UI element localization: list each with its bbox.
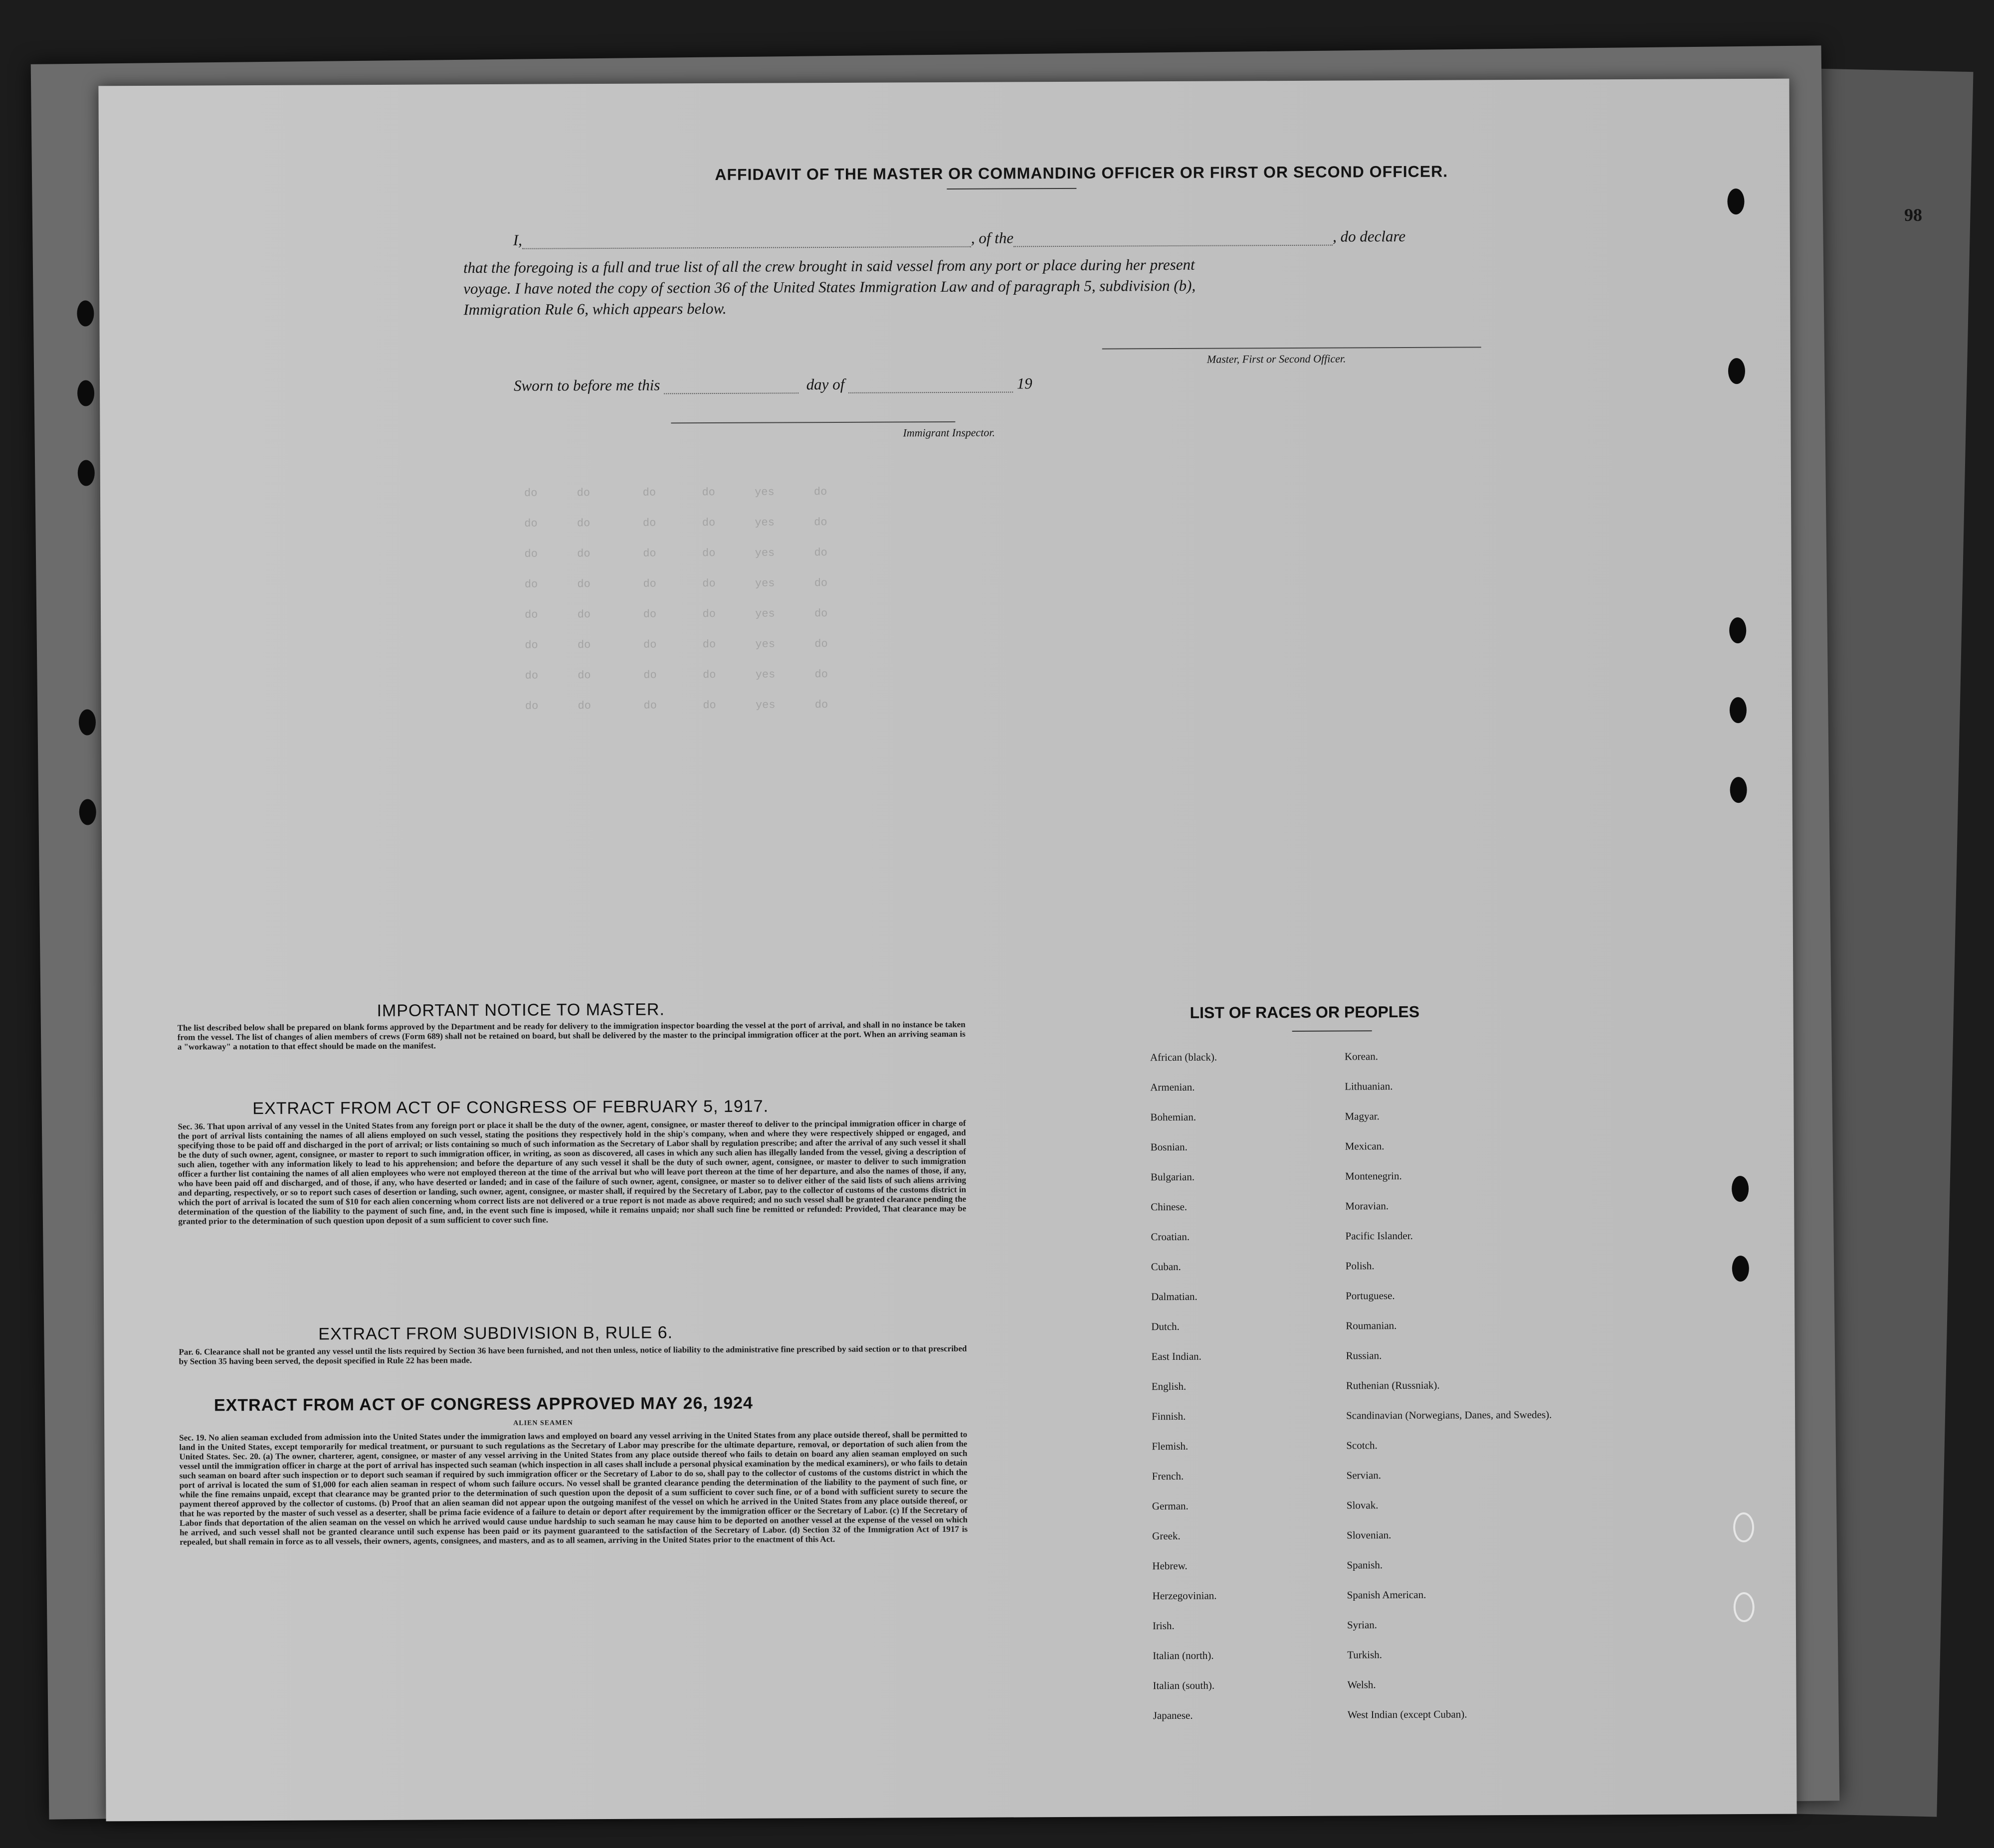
- race-item: Turkish.: [1347, 1649, 1383, 1661]
- race-item: Hebrew.: [1152, 1559, 1188, 1572]
- race-item: Moravian.: [1345, 1200, 1389, 1212]
- binder-hole: [1729, 617, 1746, 643]
- race-item: Spanish American.: [1347, 1588, 1426, 1601]
- race-item: Russian.: [1346, 1349, 1382, 1362]
- race-item: Croatian.: [1151, 1230, 1190, 1243]
- race-item: Japanese.: [1153, 1709, 1193, 1722]
- race-item: Lithuanian.: [1345, 1080, 1393, 1093]
- notice-title: IMPORTANT NOTICE TO MASTER.: [377, 1000, 665, 1020]
- title-underline: [947, 188, 1076, 189]
- race-item: Italian (south).: [1153, 1679, 1215, 1692]
- race-item: Dutch.: [1151, 1320, 1180, 1333]
- races-left-column: [1150, 1050, 1363, 1739]
- notice-text: The list described below shall be prepared on blank forms approved by the Department and be ready for delivery to the immigration inspector boarding the vessel at the port of arrival, and shall in no instance be taken from the vessel. The list of changes of alien members of crews (Form 689) shall not be retained on board, but shall be delivered by the master to the principal immigration officer at the port. When an arriving seaman is a "workaway" a notation to that effect should be made on the manifest.: [177, 1019, 966, 1052]
- race-item: Italian (north).: [1153, 1649, 1214, 1662]
- binder-hole: [77, 380, 94, 406]
- inspector-signature-line: [671, 421, 955, 423]
- race-item: Portuguese.: [1345, 1290, 1395, 1302]
- extract-1924-subtitle: ALIEN SEAMEN: [513, 1419, 573, 1427]
- binder-hole: [1730, 697, 1747, 723]
- race-item: Armenian.: [1150, 1081, 1195, 1094]
- race-item: Servian.: [1346, 1469, 1382, 1481]
- race-item: Korean.: [1344, 1050, 1379, 1063]
- day-blank: [664, 379, 798, 394]
- race-item: Finnish.: [1152, 1410, 1186, 1423]
- affidavit-title: AFFIDAVIT OF THE MASTER OR COMMANDING OFFICER OR FIRST OR SECOND OFFICER.: [715, 162, 1448, 184]
- race-item: Scandinavian (Norwegians, Danes, and Swedes).: [1346, 1408, 1552, 1422]
- binder-hole: [1727, 188, 1744, 214]
- affidavit-line-1: [513, 227, 1406, 249]
- race-item: Bulgarian.: [1150, 1170, 1195, 1183]
- extract-1917-title: EXTRACT FROM ACT OF CONGRESS OF FEBRUARY 5, 1917.: [252, 1097, 769, 1118]
- races-title: LIST OF RACES OR PEOPLES: [1190, 1002, 1420, 1022]
- race-item: Welsh.: [1347, 1678, 1376, 1691]
- bleed-through-text: do do do do yes do do do do do yes do do do do do yes do do do do do yes do do do do do yes do do do do do yes do do do do do yes do do do do do yes do: [524, 486, 828, 713]
- race-item: French.: [1152, 1470, 1184, 1482]
- master-caption: Master, First or Second Officer.: [1206, 352, 1346, 366]
- sworn-end: 19: [1016, 374, 1032, 392]
- race-item: Scotch.: [1346, 1439, 1378, 1452]
- extract-1924-text: Sec. 19. No alien seaman excluded from admission into the United States under the immigration laws and employed on board any vessel arriving in the United States from any place outside thereof, shall be permitted to land in the United States, except temporarily for medical treatment, or pursuant to such regulations as the Secretary of Labor may prescribe for the ultimate departure, removal, or deportation of such alien from the United States. Sec. 20. (a) The owner, charterer, agent, consignee, or master of any vessel arriving in the United States from any place outside thereof who fails to detain on board any alien seaman employed on such vessel until the immigration officer in charge at the port of arrival has inspected such seaman (which inspection in all cases shall include a personal physical examination by the medical examiners), or who fails to detain such seaman on board after such inspection or to deport such seaman if required by such immigration officer or the Secretary of Labor to do so, shall pay to the collector of customs of the customs district in which the port of arrival is located the sum of $1,000 for each alien seaman in respect of whom such failure occurs. No vessel shall be granted clearance pending the determination of the liability to the payment of such fine, or while the fine remains unpaid, except that clearance may be granted prior to the determination of such question upon the deposit of a sum sufficient to cover such fine, or of a bond with sufficient surety to secure the payment thereof approved by the collector of customs. (b) Proof that an alien seaman did not appear upon the outgoing manifest of the vessel on which he arrived in the United States from any place outside thereof, or that he was reported by the master of such vessel as a deserter, shall be prima facie evidence of a failure to detain or deport after requirement by the immigration officer or the Secretary of Labor. (c) If the Secretary of Labor finds that deportation of the alien seaman on the vessel on which he arrived would cause undue hardship to such seaman he may cause him to be deported on another vessel at the expense of the vessel on which he arrived, and such vessel shall not be granted clearance until such expense has been paid or its payment guaranteed to the satisfaction of the Secretary of Labor. (d) Section 32 of the Immigration Act of 1917 is repealed, but shall remain in force as to all vessels, their owners, agents, consignees, and masters, and as to all seamen, arriving in the United States prior to the enactment of this Act.: [179, 1429, 968, 1547]
- race-item: Slovak.: [1346, 1499, 1379, 1511]
- race-item: Magyar.: [1345, 1110, 1380, 1122]
- race-item: African (black).: [1150, 1051, 1217, 1064]
- race-item: Dalmatian.: [1151, 1290, 1197, 1303]
- race-item: Mexican.: [1345, 1140, 1385, 1152]
- race-item: Ruthenian (Russniak).: [1346, 1379, 1440, 1392]
- page-number-right: 98: [1904, 205, 1922, 225]
- binder-hole: [1730, 777, 1747, 803]
- sworn-mid: day of: [806, 375, 845, 393]
- race-item: Roumanian.: [1346, 1319, 1397, 1332]
- race-item: Spanish.: [1347, 1559, 1383, 1571]
- race-item: West Indian (except Cuban).: [1347, 1708, 1467, 1721]
- race-item: Flemish.: [1152, 1440, 1189, 1453]
- race-item: English.: [1151, 1380, 1187, 1393]
- affidavit-line-4: Immigration Rule 6, which appears below.: [463, 299, 727, 319]
- races-right-column: [1345, 1050, 1557, 1739]
- race-item: Herzegovinian.: [1152, 1589, 1217, 1602]
- master-signature-line: [1102, 347, 1481, 349]
- binder-ring: [1733, 1512, 1754, 1542]
- race-item: Polish.: [1345, 1260, 1375, 1272]
- extract-rule6-title: EXTRACT FROM SUBDIVISION B, RULE 6.: [318, 1323, 673, 1344]
- manifest-sheet: [98, 79, 1796, 1822]
- binder-ring: [1734, 1592, 1755, 1622]
- extract-1924-title: EXTRACT FROM ACT OF CONGRESS APPROVED MAY 26, 1924: [213, 1393, 753, 1415]
- affidavit-line-1-start: I,: [513, 231, 522, 249]
- inspector-caption: Immigrant Inspector.: [903, 426, 996, 439]
- extract-1917-text: Sec. 36. That upon arrival of any vessel in the United States from any foreign port or place it shall be the duty of the owner, agent, consignee, or master thereof to deliver to the principal immigration officer in charge of the port of arrival lists containing the names of all aliens employed on such vessel, stating the positions they respectively hold in the ship's company, when and where they were respectively shipped or engaged, and specifying those to be paid off and discharged in the port of arrival; or lists containing so much of such information as the Secretary of Labor shall by regulation prescribe; and after the arrival of any such vessel it shall be the duty of such owner, agent, consignee, or master to report to such immigration officer, in writing, as soon as discovered, all cases in which any such alien has illegally landed from the vessel, giving a description of such alien, together with any information likely to lead to his apprehension; and before the departure of any such vessel it shall be the duty of such owner, agent, consignee, or master to deliver to such immigration officer a further list containing the names of all alien employees who were not employed thereon at the time of the arrival but who will leave port thereon at the time of her departure, and also the names of those, if any, who have been paid off and discharged, and of those, if any, who have deserted or landed; and in case of the failure of such owner, agent, consignee, or master so to deliver either of the said lists of such aliens arriving and departing, respectively, or so to report such cases of desertion or landing, such owner, agent, consignee, or master shall, if required by the Secretary of Labor, pay to the collector of customs of the customs district in which the port of arrival is located the sum of $10 for each alien concerning whom correct lists are not delivered or a true report is not made as above required; and no such vessel shall be granted clearance pending the determination of the question of the liability to the payment of such fine, and, in the event such fine is imposed, while it remains unpaid; nor shall such fine be remitted or refunded: Provided, That clearance may be granted prior to the determination of such question upon deposit of a sum sufficient to cover such fine.: [178, 1118, 967, 1226]
- affidavit-line-3: voyage. I have noted the copy of section 36 of the United States Immigration Law and of paragraph 5, subdivision (b),: [463, 276, 1196, 298]
- binder-hole: [1732, 1256, 1749, 1282]
- affidavit-line-1-mid: , of the: [971, 229, 1014, 247]
- race-item: Bohemian.: [1150, 1110, 1196, 1123]
- vessel-blank: [1013, 232, 1333, 247]
- race-item: Syrian.: [1347, 1619, 1378, 1631]
- affidavit-line-2: that the foregoing is a full and true list of all the crew brought in said vessel from any port or place during her present: [463, 255, 1195, 277]
- races-title-underline: [1292, 1030, 1372, 1032]
- binder-hole: [77, 300, 94, 326]
- binder-hole: [78, 460, 95, 486]
- race-item: Chinese.: [1151, 1200, 1188, 1213]
- binder-hole: [1728, 358, 1745, 384]
- affidavit-line-1-end: , do declare: [1333, 227, 1406, 245]
- extract-rule6-text: Par. 6. Clearance shall not be granted any vessel until the lists required by Section 36 have been furnished, and not then unless, notice of liability to the administrative fine prescribed by said section or to that prescribed by Section 35 having been served, the deposit specified in Rule 22 has been made.: [179, 1343, 967, 1366]
- binder-hole: [79, 799, 96, 825]
- sworn-line: [514, 374, 1032, 395]
- binder-hole: [1732, 1176, 1749, 1202]
- race-item: Bosnian.: [1150, 1140, 1188, 1153]
- race-item: Slovenian.: [1347, 1529, 1392, 1541]
- race-item: Greek.: [1152, 1529, 1181, 1542]
- race-item: German.: [1152, 1499, 1189, 1512]
- race-item: Montenegrin.: [1345, 1170, 1402, 1182]
- race-item: East Indian.: [1151, 1350, 1201, 1363]
- month-blank: [848, 378, 1013, 393]
- race-item: Irish.: [1152, 1620, 1175, 1632]
- race-item: Cuban.: [1151, 1260, 1181, 1273]
- name-blank: [522, 233, 971, 249]
- binder-hole: [79, 709, 96, 735]
- sworn-start: Sworn to before me this: [513, 376, 660, 394]
- race-item: Pacific Islander.: [1345, 1229, 1413, 1242]
